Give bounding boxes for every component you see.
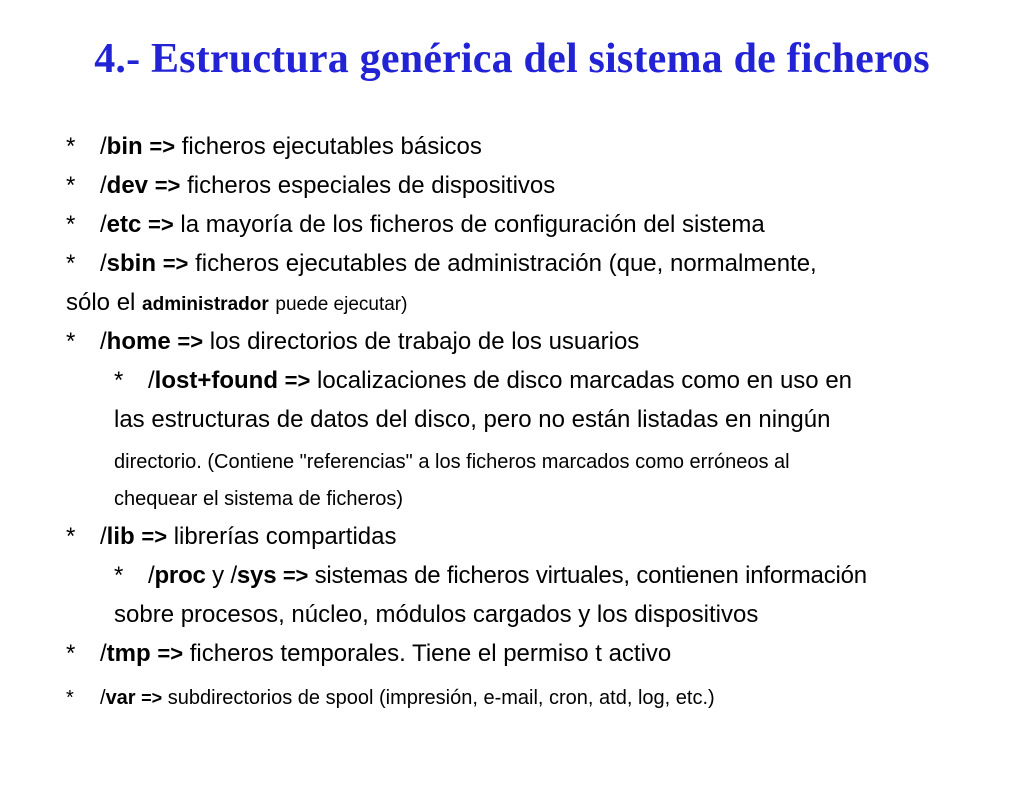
- list-item-lib: [66, 525, 75, 549]
- list-item-etc: [66, 213, 75, 237]
- list-item-var: [66, 688, 74, 708]
- list-item-home: [66, 330, 75, 354]
- list-subitem-continuation: las estructuras de datos del disco, pero no están listadas en ningún: [114, 406, 831, 433]
- bullet: *: [66, 211, 76, 238]
- dir-description: ficheros ejecutables básicos: [181, 133, 482, 160]
- list-subitem-continuation: sobre procesos, núcleo, módulos cargados y los dispositivos: [114, 601, 759, 628]
- dir-name: var: [105, 687, 136, 709]
- list-item-etc-text: /etc => la mayoría de los ficheros de configuración del sistema: [100, 211, 765, 238]
- bullet: *: [114, 562, 124, 589]
- dir-description: los directorios de trabajo de los usuarios: [209, 328, 640, 355]
- dir-name: lib: [106, 523, 135, 550]
- dir-name: proc: [154, 562, 206, 589]
- list-item-tmp-text: /tmp => ficheros temporales. Tiene el permiso t activo: [100, 640, 672, 667]
- dir-name: bin: [106, 133, 143, 160]
- dir-description: localizaciones de disco marcadas como en uso en: [317, 367, 853, 394]
- list-subitem-proc-sys-text: /proc y /sys => sistemas de ficheros virtuales, contienen información: [148, 562, 867, 589]
- bullet: *: [114, 367, 124, 394]
- dir-description: ficheros temporales. Tiene el permiso t activo: [189, 640, 672, 667]
- list-subitem-continuation: directorio. (Contiene "referencias" a los ficheros marcados como erróneos al: [114, 451, 790, 473]
- bullet: *: [66, 328, 76, 355]
- list-item-bin-text: /bin => ficheros ejecutables básicos: [100, 133, 482, 160]
- dir-name: home: [106, 328, 171, 355]
- list-item-sbin-continuation: sólo el administrador puede ejecutar): [66, 289, 408, 316]
- bullet: *: [66, 640, 76, 667]
- dir-description: la mayoría de los ficheros de configuración del sistema: [180, 211, 765, 238]
- dir-name: lost+found: [154, 367, 278, 394]
- list-item-tmp: [66, 642, 75, 666]
- dir-name: sbin: [106, 250, 157, 277]
- list-item-sbin: [66, 252, 75, 276]
- dir-description: ficheros ejecutables de administración (que, normalmente,: [195, 250, 817, 277]
- admin-keyword: administrador: [142, 294, 269, 315]
- list-subitem-lost-found: [114, 369, 123, 393]
- list-item-dev-text: /dev => ficheros especiales de dispositivos: [100, 172, 556, 199]
- dir-description: subdirectorios de spool (impresión, e-mail, cron, atd, log, etc.): [167, 687, 715, 709]
- list-subitem-lost-found-text: /lost+found => localizaciones de disco marcadas como en uso en: [148, 367, 853, 394]
- list-item-dev: [66, 174, 75, 198]
- dir-name: dev: [106, 172, 149, 199]
- dir-name: sys: [236, 562, 277, 589]
- list-item-home-text: /home => los directorios de trabajo de los usuarios: [100, 328, 640, 355]
- bullet: *: [66, 687, 74, 709]
- dir-description: librerías compartidas: [173, 523, 397, 550]
- dir-name: tmp: [106, 640, 151, 667]
- list-item-lib-text: /lib => librerías compartidas: [100, 523, 397, 550]
- bullet: *: [66, 250, 76, 277]
- list-item-sbin-text: /sbin => ficheros ejecutables de administración (que, normalmente,: [100, 250, 817, 277]
- dir-description: sistemas de ficheros virtuales, contienen información: [314, 562, 867, 589]
- slide-title: 4.- Estructura genérica del sistema de ficheros: [94, 36, 930, 82]
- list-item-bin: [66, 135, 75, 159]
- dir-description: ficheros especiales de dispositivos: [187, 172, 556, 199]
- list-item-var-text: /var => subdirectorios de spool (impresión, e-mail, cron, atd, log, etc.): [100, 687, 715, 709]
- list-subitem-continuation: chequear el sistema de ficheros): [114, 488, 404, 510]
- list-subitem-proc-sys: [114, 564, 123, 588]
- dir-name: etc: [106, 211, 142, 238]
- bullet: *: [66, 523, 76, 550]
- bullet: *: [66, 133, 76, 160]
- bullet: *: [66, 172, 76, 199]
